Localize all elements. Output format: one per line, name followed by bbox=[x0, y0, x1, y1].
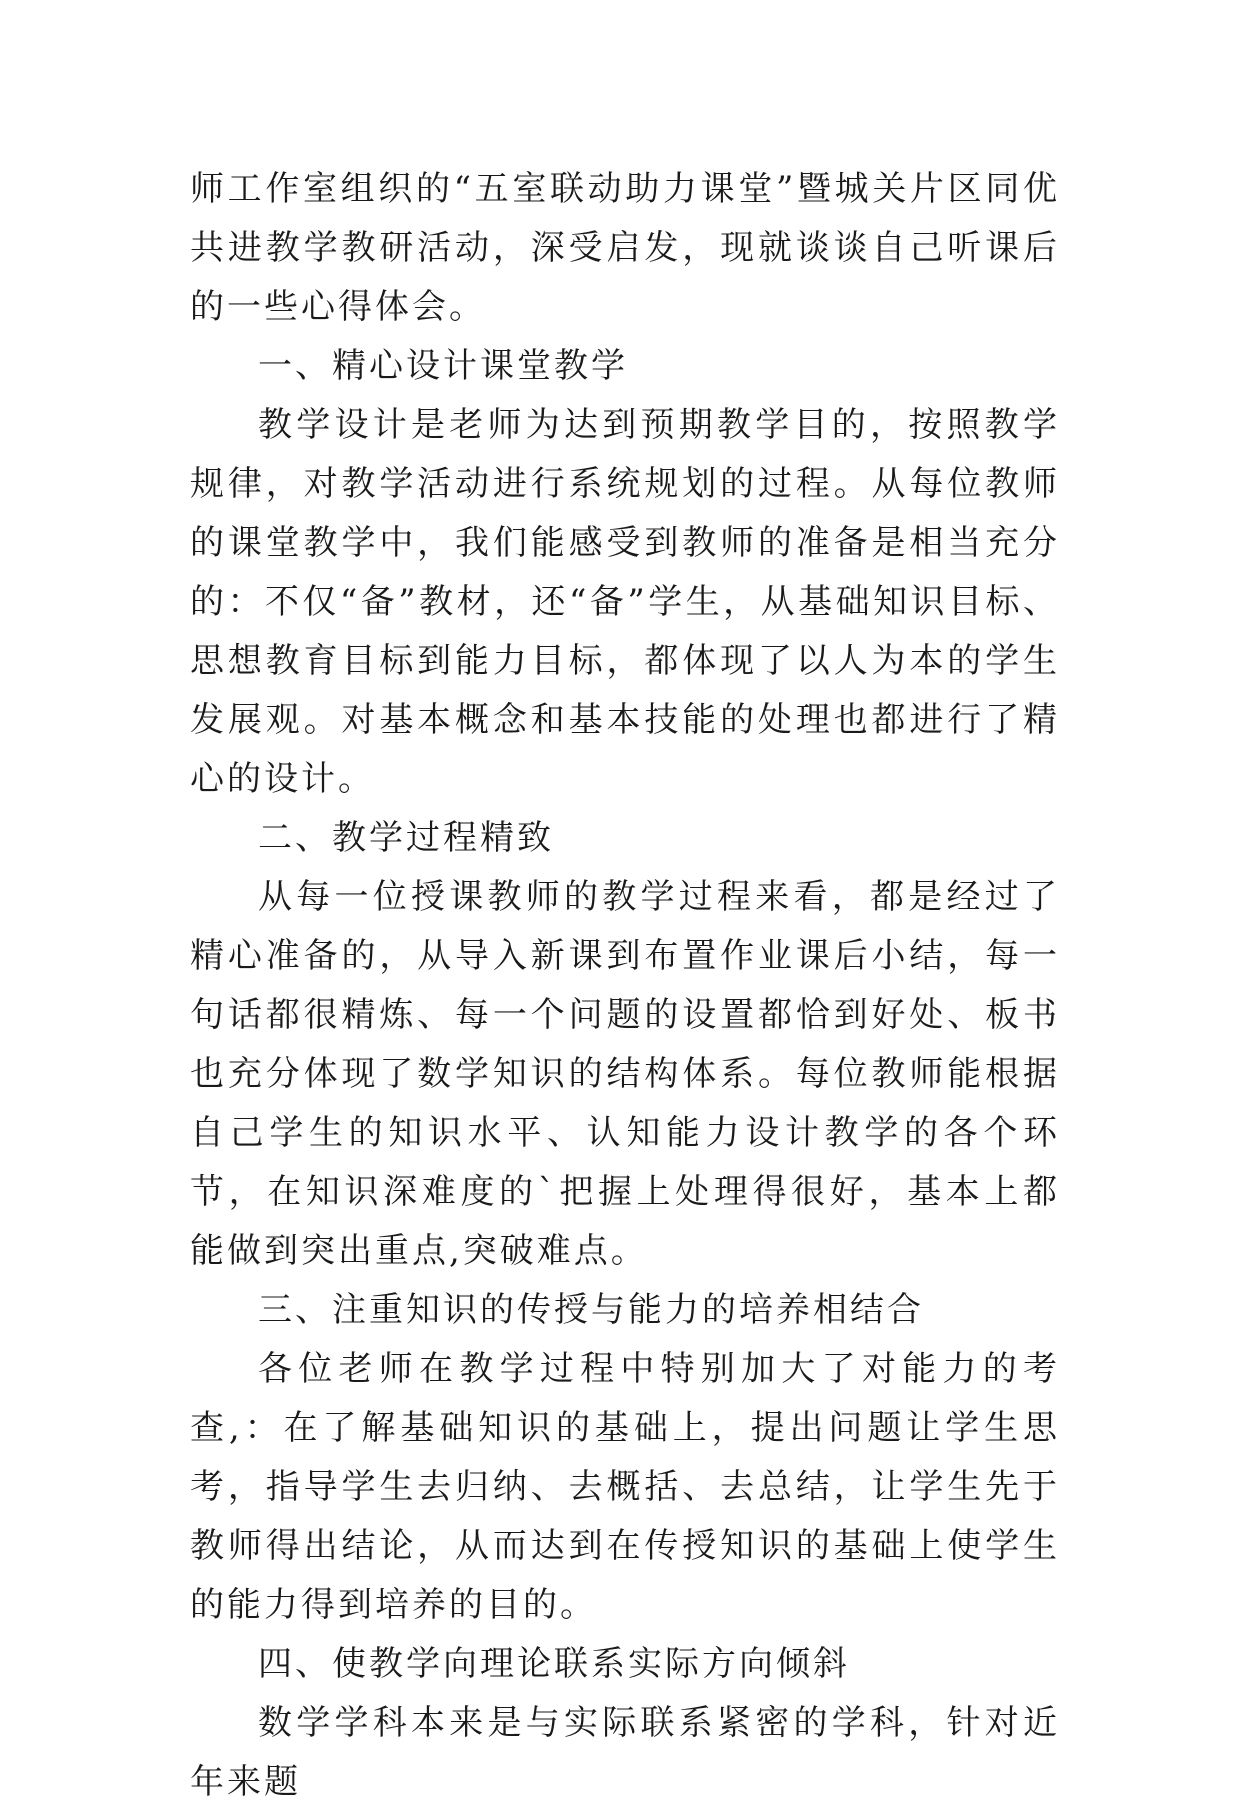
section-heading-1: 一、精心设计课堂教学 bbox=[258, 346, 628, 386]
document-body bbox=[190, 160, 1060, 1812]
section-heading-3: 三、注重知识的传授与能力的培养相结合 bbox=[258, 1290, 924, 1330]
paragraph-section-2: 从每一位授课教师的教学过程来看，都是经过了精心准备的，从导入新课到布置作业课后小结，每一句话都很精炼、每一个问题的设置都恰到好处、板书也充分体现了数学知识的结构体系。每位教师能根据自己学生的知识水平、认知能力设计教学的各个环节，在知识深难度的`把握上处理得很好，基本上都能做到突出重点,突破难点。 bbox=[190, 877, 1060, 1271]
paragraph-section-3: 各位老师在教学过程中特别加大了对能力的考查,：在了解基础知识的基础上，提出问题让学生思考，指导学生去归纳、去概括、去总结，让学生先于教师得出结论，从而达到在传授知识的基础上使学生的能力得到培养的目的。 bbox=[190, 1349, 1060, 1625]
section-heading-2: 二、教学过程精致 bbox=[258, 818, 554, 858]
paragraph-section-1: 教学设计是老师为达到预期教学目的，按照教学规律，对教学活动进行系统规划的过程。从每位教师的课堂教学中，我们能感受到教师的准备是相当充分的：不仅“备”教材，还“备”学生，从基础知识目标、思想教育目标到能力目标，都体现了以人为本的学生发展观。对基本概念和基本技能的处理也都进行了精心的设计。 bbox=[190, 405, 1060, 799]
section-heading-4: 四、使教学向理论联系实际方向倾斜 bbox=[258, 1644, 850, 1684]
paragraph-intro-continuation: 师工作室组织的“五室联动助力课堂”暨城关片区同优共进教学教研活动，深受启发，现就谈谈自己听课后的一些心得体会。 bbox=[190, 169, 1060, 327]
paragraph-section-4: 数学学科本来是与实际联系紧密的学科，针对近年来题 bbox=[190, 1703, 1060, 1802]
